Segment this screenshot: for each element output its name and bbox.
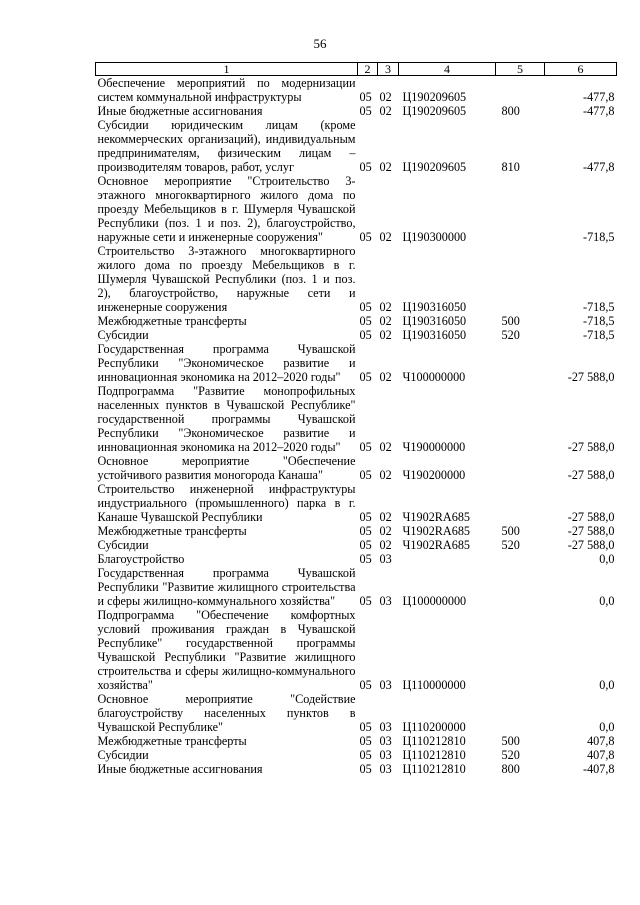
row-target-code: Ч190000000 <box>402 440 466 454</box>
row-target-code: Ч1902RA685 <box>402 510 471 524</box>
row-amount: -27 588,0 <box>567 524 615 538</box>
row-target-code: Ч1902RA685 <box>402 538 471 552</box>
row-section: 05 <box>359 468 372 482</box>
table-row <box>96 454 617 482</box>
row-section: 05 <box>359 230 372 244</box>
row-amount: -477,8 <box>583 90 615 104</box>
row-description: Субсидии <box>97 328 149 342</box>
row-target-code: Ц100000000 <box>402 594 467 608</box>
row-target-code: Ц190209605 <box>402 160 467 174</box>
row-amount: -27 588,0 <box>567 370 615 384</box>
table-row <box>96 314 617 328</box>
row-description: Подпрограмма "Обеспечение комфортных условий проживания граждан в Чувашской Республике" государственной программы Чувашской Республики "Развитие жилищного строительства и сферы жилищно-коммунального хозяйства" <box>97 608 356 692</box>
row-subsection: 02 <box>379 328 392 342</box>
row-section: 05 <box>359 762 372 776</box>
row-description: Основное мероприятие "Обеспечение устойчивого развития моногорода Канаша" <box>97 454 356 482</box>
row-target-code: Ц110000000 <box>402 678 466 692</box>
row-section: 05 <box>359 440 372 454</box>
row-target-code: Ц190316050 <box>402 314 467 328</box>
row-expense-type <box>496 566 545 608</box>
row-target-code: Ч100000000 <box>402 370 466 384</box>
row-section: 05 <box>359 370 372 384</box>
row-expense-type <box>496 552 545 566</box>
row-expense-type <box>496 454 545 482</box>
row-expense-type <box>496 608 545 692</box>
row-subsection: 03 <box>379 594 392 608</box>
row-target-code: Ц110212810 <box>402 748 466 762</box>
row-expense-type: 810 <box>501 160 520 174</box>
table-row <box>96 104 617 118</box>
row-amount: 0,0 <box>599 720 615 734</box>
row-subsection: 03 <box>379 748 392 762</box>
table-row <box>96 748 617 762</box>
header-col-6: 6 <box>545 63 617 76</box>
row-description: Благоустройство <box>97 552 185 566</box>
row-subsection: 02 <box>379 370 392 384</box>
row-amount: 407,8 <box>587 734 615 748</box>
row-expense-type <box>496 692 545 734</box>
table-row <box>96 342 617 384</box>
row-target-code: Ц190209605 <box>402 90 467 104</box>
row-target-code: Ч190200000 <box>402 468 466 482</box>
row-expense-type <box>496 384 545 454</box>
row-subsection: 02 <box>379 524 392 538</box>
row-section: 05 <box>359 524 372 538</box>
row-subsection: 03 <box>379 552 392 566</box>
row-target-code: Ц190316050 <box>402 300 467 314</box>
row-description: Межбюджетные трансферты <box>97 314 247 328</box>
row-amount: 0,0 <box>599 678 615 692</box>
row-subsection: 03 <box>379 762 392 776</box>
table-row <box>96 566 617 608</box>
row-description: Межбюджетные трансферты <box>97 734 247 748</box>
row-subsection: 02 <box>379 314 392 328</box>
row-description: Обеспечение мероприятий по модернизации систем коммунальной инфраструктуры <box>97 76 356 104</box>
row-expense-type: 500 <box>501 524 520 538</box>
row-description: Субсидии юридическим лицам (кроме некоммерческих организаций), индивидуальным предпринимателям, физическим лицам – производителям товаров, работ, услуг <box>97 118 356 174</box>
row-target-code: Ц190300000 <box>402 230 467 244</box>
row-subsection: 02 <box>379 300 392 314</box>
table-row <box>96 692 617 734</box>
table-row <box>96 482 617 524</box>
row-amount: -718,5 <box>583 328 615 342</box>
row-amount: -718,5 <box>583 314 615 328</box>
row-amount: 0,0 <box>599 594 615 608</box>
row-section: 05 <box>359 594 372 608</box>
row-amount: -27 588,0 <box>567 440 615 454</box>
table-row <box>96 328 617 342</box>
row-description: Иные бюджетные ассигнования <box>97 762 263 776</box>
table-row <box>96 734 617 748</box>
header-col-4: 4 <box>399 63 496 76</box>
row-description: Подпрограмма "Развитие монопрофильных населенных пунктов в Чувашской Республике" государственной программы Чувашской Республики "Экономическое развитие и инновационная экономика на 2012–2020 годы" <box>97 384 356 454</box>
row-section: 05 <box>359 510 372 524</box>
row-description: Строительство 3-этажного многоквартирного жилого дома по проезду Мебельщиков в г. Шумерля Чувашской Республики (поз. 1 и поз. 2), благоустройство, наружные сети и инженерные сооружения <box>97 244 356 314</box>
row-description: Субсидии <box>97 538 149 552</box>
row-subsection: 03 <box>379 678 392 692</box>
row-expense-type: 800 <box>501 104 520 118</box>
row-target-code: Ц190316050 <box>402 328 467 342</box>
table-row <box>96 76 617 105</box>
row-subsection: 02 <box>379 230 392 244</box>
row-amount: -407,8 <box>583 762 615 776</box>
table-row <box>96 608 617 692</box>
row-section: 05 <box>359 104 372 118</box>
row-amount: -27 588,0 <box>567 538 615 552</box>
row-expense-type: 520 <box>501 538 520 552</box>
row-section: 05 <box>359 160 372 174</box>
row-subsection: 03 <box>379 720 392 734</box>
row-amount: -27 588,0 <box>567 510 615 524</box>
row-description: Основное мероприятие "Содействие благоустройству населенных пунктов в Чувашской Республике" <box>97 692 356 734</box>
header-col-3: 3 <box>378 63 399 76</box>
table-row <box>96 552 617 566</box>
row-section: 05 <box>359 734 372 748</box>
row-subsection: 02 <box>379 90 392 104</box>
row-description: Государственная программа Чувашской Республики "Экономическое развитие и инновационная экономика на 2012–2020 годы" <box>97 342 356 384</box>
row-target-code: Ц110212810 <box>402 734 466 748</box>
row-amount: -718,5 <box>583 230 615 244</box>
row-target-code: Ц190209605 <box>402 104 467 118</box>
row-subsection: 02 <box>379 440 392 454</box>
header-col-1: 1 <box>96 63 358 76</box>
row-description: Субсидии <box>97 748 149 762</box>
table-row <box>96 384 617 454</box>
row-amount: -27 588,0 <box>567 468 615 482</box>
row-target-code <box>399 552 496 566</box>
table-row <box>96 244 617 314</box>
row-section: 05 <box>359 300 372 314</box>
budget-table <box>95 62 617 776</box>
row-description: Государственная программа Чувашской Республики "Развитие жилищного строительства и сферы жилищно-коммунального хозяйства" <box>97 566 356 608</box>
row-description: Иные бюджетные ассигнования <box>97 104 263 118</box>
row-target-code: Ц110212810 <box>402 762 466 776</box>
row-expense-type <box>496 174 545 244</box>
row-section: 05 <box>359 678 372 692</box>
row-description: Основное мероприятие "Строительство 3-этажного многоквартирного жилого дома по проезду Мебельщиков в г. Шумерля Чувашской Республики (поз. 1 и поз. 2), благоустройство, наружные сети и инженерные сооружения" <box>97 174 356 244</box>
table-header <box>96 63 617 76</box>
row-expense-type: 500 <box>501 314 520 328</box>
row-amount: -477,8 <box>583 104 615 118</box>
table-row <box>96 538 617 552</box>
row-amount: -718,5 <box>583 300 615 314</box>
row-section: 05 <box>359 90 372 104</box>
row-section: 05 <box>359 328 372 342</box>
row-expense-type <box>496 342 545 384</box>
row-section: 05 <box>359 748 372 762</box>
row-section: 05 <box>359 314 372 328</box>
row-expense-type <box>496 244 545 314</box>
row-subsection: 02 <box>379 538 392 552</box>
table-body <box>96 76 617 777</box>
row-expense-type <box>496 76 545 105</box>
row-target-code: Ц110200000 <box>402 720 466 734</box>
row-description: Строительство инженерной инфраструктуры индустриального (промышленного) парка в г. Канаше Чувашской Республики <box>97 482 356 524</box>
table-row <box>96 524 617 538</box>
row-subsection: 02 <box>379 160 392 174</box>
row-amount: -477,8 <box>583 160 615 174</box>
row-amount: 407,8 <box>587 748 615 762</box>
row-subsection: 02 <box>379 104 392 118</box>
row-expense-type: 800 <box>501 762 520 776</box>
table-row <box>96 118 617 174</box>
row-expense-type <box>496 482 545 524</box>
row-section: 05 <box>359 538 372 552</box>
row-target-code: Ч1902RA685 <box>402 524 471 538</box>
row-subsection: 02 <box>379 510 392 524</box>
table-row <box>96 762 617 776</box>
row-amount: 0,0 <box>599 552 615 566</box>
table-row <box>96 174 617 244</box>
row-expense-type: 500 <box>501 734 520 748</box>
header-col-2: 2 <box>358 63 378 76</box>
row-subsection: 02 <box>379 468 392 482</box>
row-subsection: 03 <box>379 734 392 748</box>
row-description: Межбюджетные трансферты <box>97 524 247 538</box>
row-section: 05 <box>359 720 372 734</box>
page-number: 56 <box>313 36 327 51</box>
row-expense-type: 520 <box>501 328 520 342</box>
header-col-5: 5 <box>496 63 545 76</box>
row-section: 05 <box>359 552 372 566</box>
row-expense-type: 520 <box>501 748 520 762</box>
